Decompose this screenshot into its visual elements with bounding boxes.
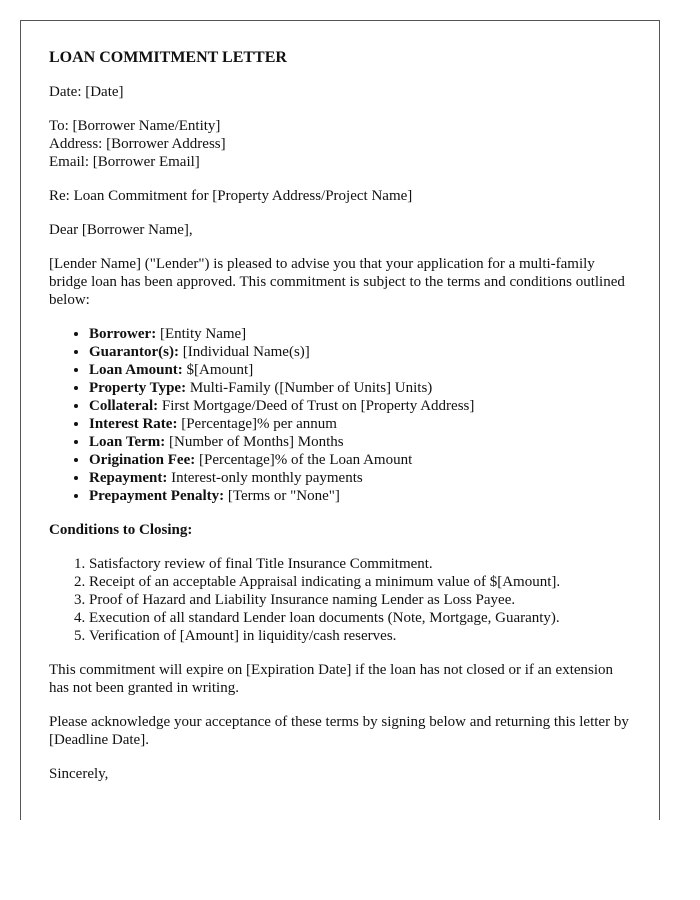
acknowledge-paragraph: Please acknowledge your acceptance of these terms by signing below and returning this letter by [Deadline Date]. [49, 714, 629, 748]
term-label: Collateral: [89, 398, 159, 414]
term-item [89, 325, 631, 343]
term-value: [Percentage]% per annum [177, 416, 337, 432]
term-item [89, 487, 631, 505]
term-value: [Individual Name(s)] [179, 344, 310, 360]
term-label: Loan Term: [89, 434, 166, 450]
recipient-address: Address: [Borrower Address] [49, 136, 226, 152]
term-value: Interest-only monthly payments [167, 470, 363, 486]
recipient-to: To: [Borrower Name/Entity] [49, 118, 221, 134]
conditions-heading-text: Conditions to Closing: [49, 522, 193, 538]
term-label: Prepayment Penalty: [89, 488, 225, 504]
term-label: Loan Amount: [89, 362, 183, 378]
term-item [89, 343, 631, 361]
term-value: $[Amount] [182, 362, 254, 378]
term-item [89, 361, 631, 379]
term-label: Interest Rate: [89, 416, 178, 432]
condition-item: 2. Receipt of an acceptable Appraisal indicating a minimum value of $[Amount]. [89, 573, 631, 591]
letter-page [20, 20, 660, 820]
term-item [89, 379, 631, 397]
condition-item: 5. Verification of [Amount] in liquidity/cash reserves. [89, 627, 631, 645]
date-line: Date: [Date] [49, 84, 124, 100]
condition-item: 3. Proof of Hazard and Liability Insurance naming Lender as Loss Payee. [89, 591, 631, 609]
terms-list [49, 325, 631, 505]
re-line: Re: Loan Commitment for [Property Address/Project Name] [49, 188, 413, 204]
term-item [89, 433, 631, 451]
term-value: [Entity Name] [156, 326, 247, 342]
condition-item: 4. Execution of all standard Lender loan documents (Note, Mortgage, Guaranty). [89, 609, 631, 627]
term-label: Repayment: [89, 470, 168, 486]
term-item [89, 397, 631, 415]
term-value: Multi-Family ([Number of Units] Units) [186, 380, 433, 396]
recipient-block [49, 117, 631, 171]
expiration-paragraph: This commitment will expire on [Expiration Date] if the loan has not closed or if an extension has not been granted in writing. [49, 662, 614, 696]
intro-paragraph: [Lender Name] ("Lender") is pleased to advise you that your application for a multi-family bridge loan has been approved. This commitment is subject to the terms and conditions outlined below: [49, 256, 625, 308]
term-value: [Percentage]% of the Loan Amount [195, 452, 413, 468]
term-item [89, 469, 631, 487]
letter-title: LOAN COMMITMENT LETTER [49, 49, 287, 66]
term-label: Property Type: [89, 380, 187, 396]
conditions-list [49, 555, 631, 645]
conditions-heading [49, 521, 631, 539]
condition-item: 1. Satisfactory review of final Title Insurance Commitment. [89, 555, 631, 573]
closing: Sincerely, [49, 766, 109, 782]
term-value: [Number of Months] Months [165, 434, 344, 450]
term-item [89, 451, 631, 469]
recipient-email: Email: [Borrower Email] [49, 154, 200, 170]
term-item [89, 415, 631, 433]
term-label: Guarantor(s): [89, 344, 179, 360]
term-value: [Terms or "None"] [224, 488, 340, 504]
term-label: Borrower: [89, 326, 157, 342]
term-label: Origination Fee: [89, 452, 196, 468]
term-value: First Mortgage/Deed of Trust on [Property Address] [158, 398, 475, 414]
salutation: Dear [Borrower Name], [49, 222, 193, 238]
